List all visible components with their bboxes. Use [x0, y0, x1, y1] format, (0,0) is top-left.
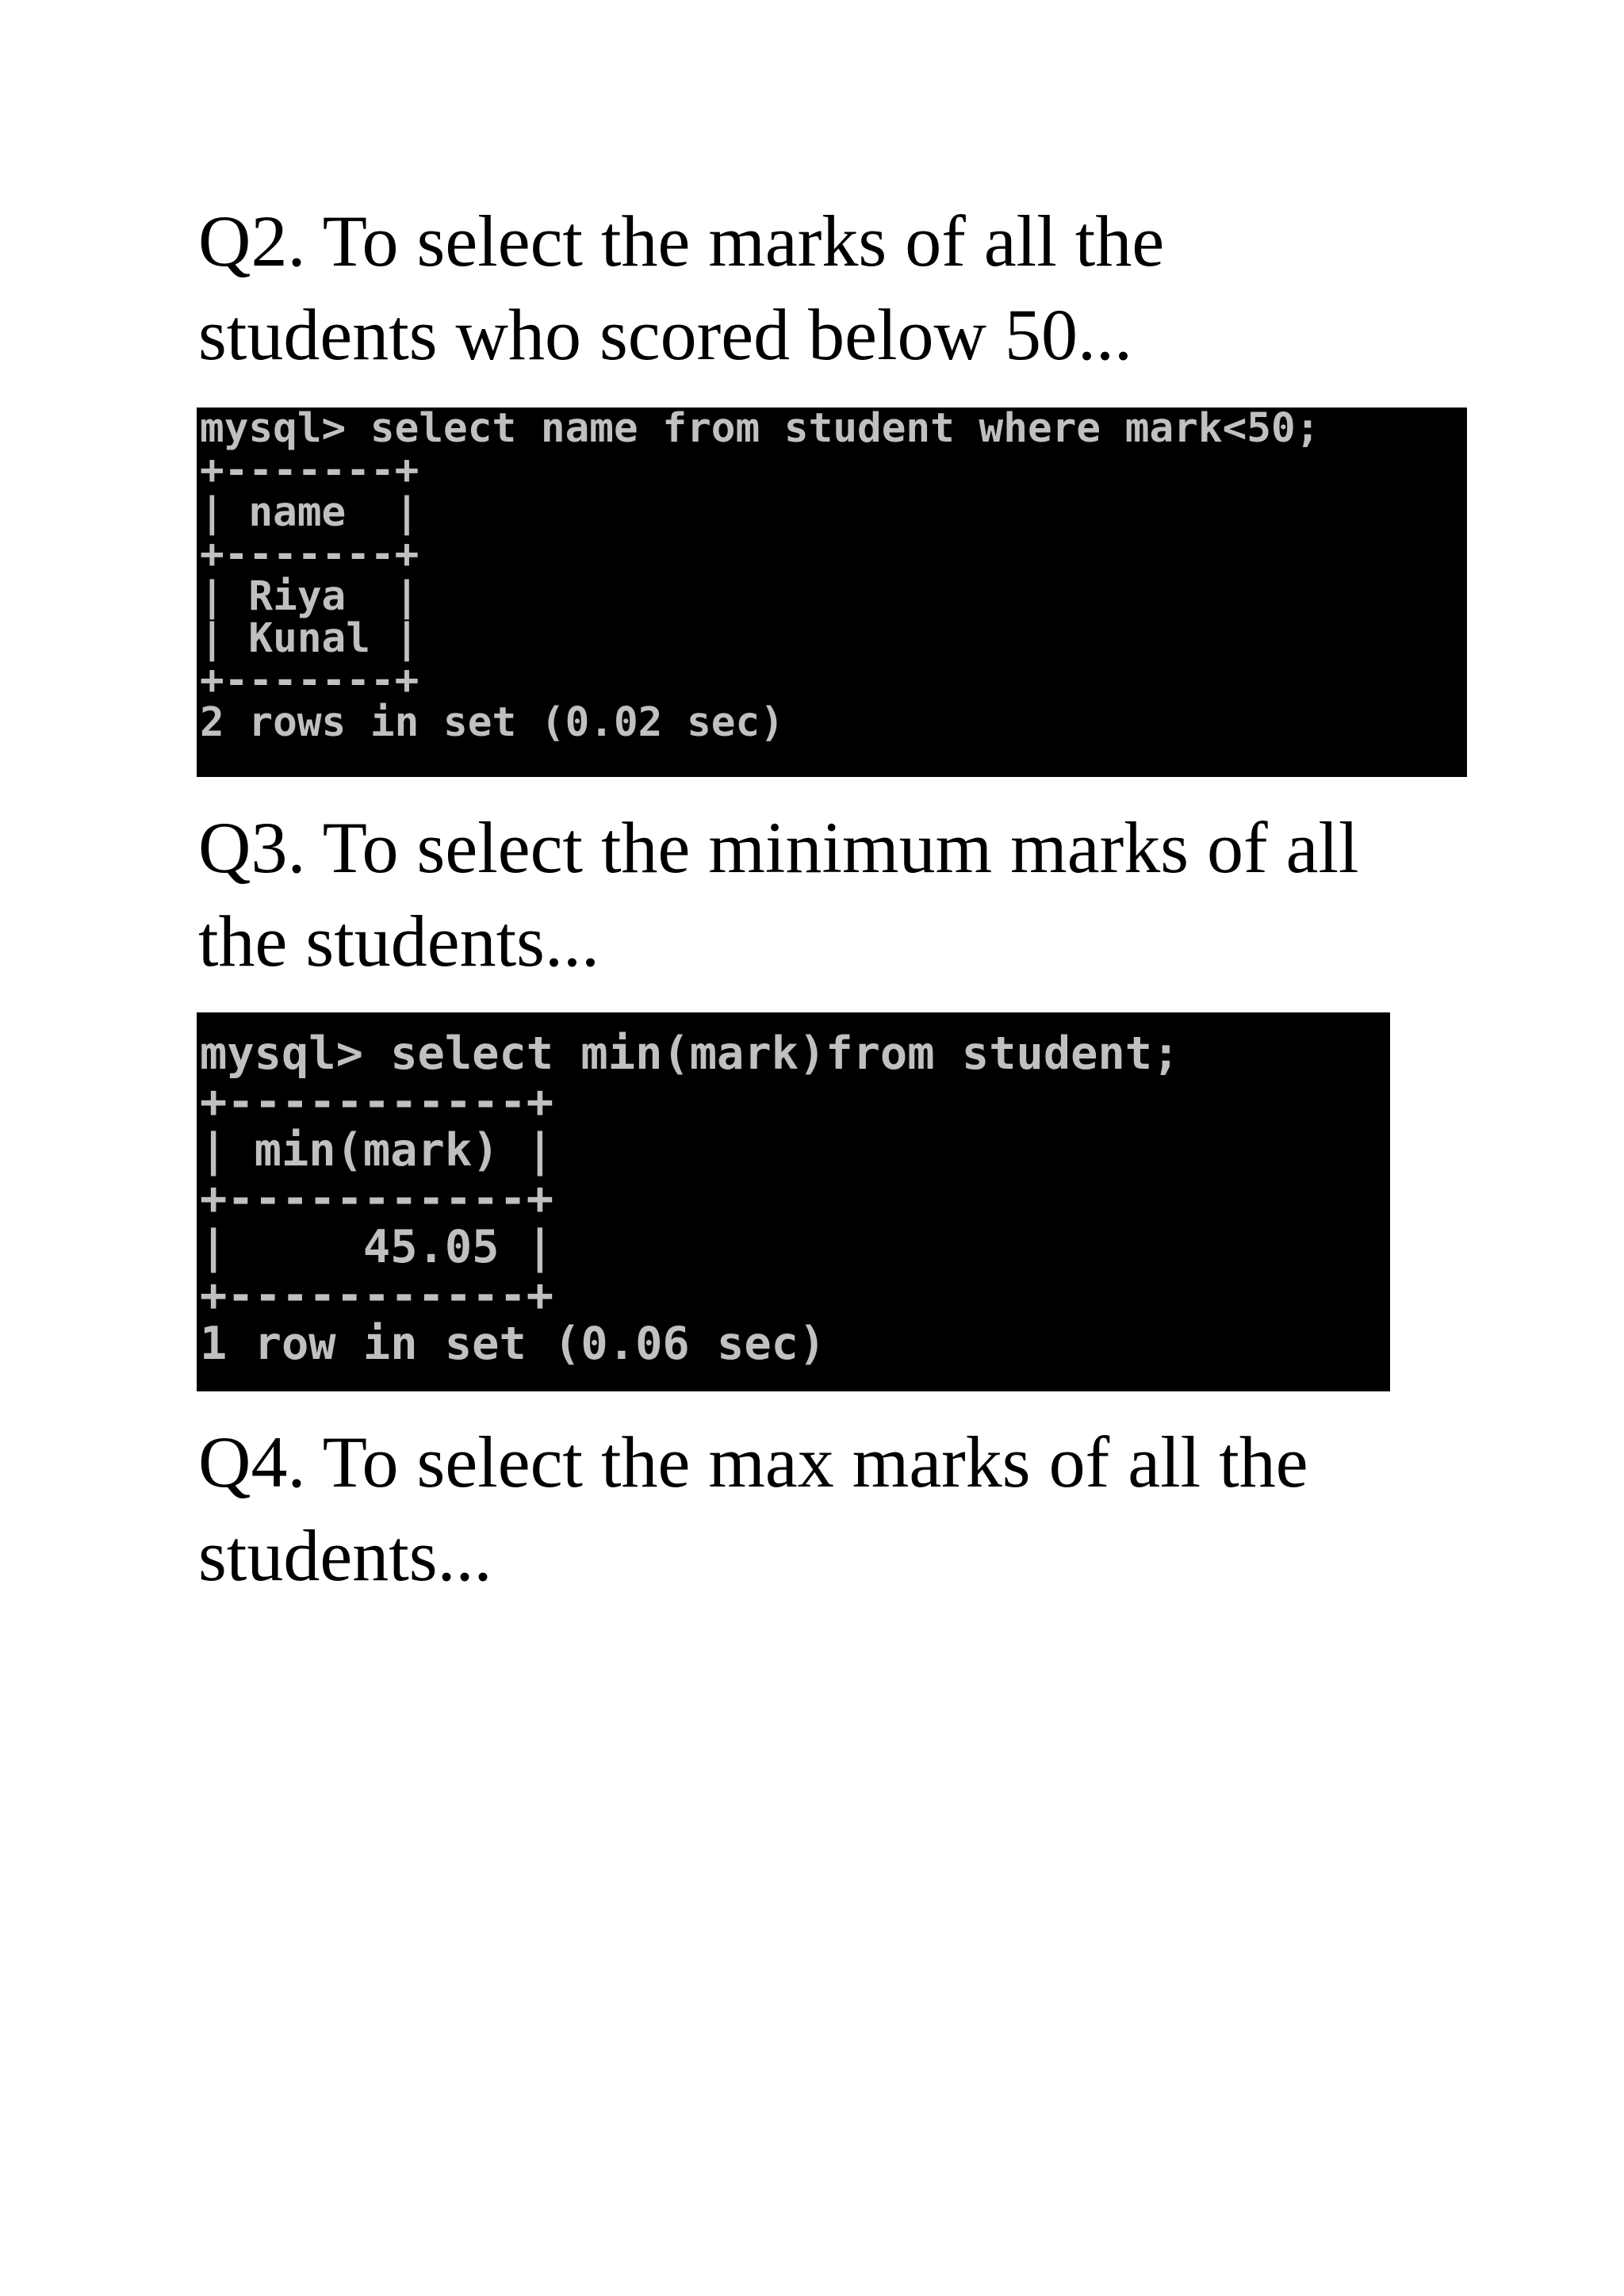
table-border-line: +-------+ — [200, 447, 419, 494]
table-border-line: +-------+ — [200, 531, 419, 578]
terminal-output — [197, 408, 1467, 744]
question-q2 — [198, 194, 1507, 381]
question-q3 — [198, 801, 1507, 988]
question-q2-line-2: students who scored below 50... — [198, 294, 1132, 375]
question-q3-line-1: Q3. To select the minimum marks of all — [198, 807, 1359, 888]
terminal-screenshot-q2 — [197, 408, 1467, 777]
result-summary-line: 1 row in set (0.06 sec) — [200, 1318, 826, 1370]
question-q4-line-2: students... — [198, 1515, 492, 1596]
table-row: | Riya | — [200, 573, 419, 620]
question-q2-line-1: Q2. To select the marks of all the — [198, 201, 1165, 281]
table-border-line: +-----------+ — [200, 1269, 554, 1322]
question-q4 — [198, 1415, 1507, 1602]
terminal-command-line: mysql> select min(mark)from student; — [200, 1027, 1180, 1080]
table-header-row: | name | — [200, 489, 419, 536]
table-row: | 45.05 | — [200, 1221, 554, 1273]
table-border-line: +-------+ — [200, 657, 419, 704]
terminal-screenshot-q3 — [197, 1012, 1390, 1391]
terminal-command-line: mysql> select name from student where mark<50; — [200, 408, 1320, 452]
table-border-line: +-----------+ — [200, 1076, 554, 1128]
result-summary-line: 2 rows in set (0.02 sec) — [200, 699, 784, 746]
terminal-output — [197, 1012, 1390, 1368]
table-border-line: +-----------+ — [200, 1173, 554, 1225]
question-q4-line-1: Q4. To select the max marks of all the — [198, 1422, 1308, 1502]
question-q3-line-2: the students... — [198, 901, 599, 982]
table-header-row: | min(mark) | — [200, 1124, 554, 1177]
table-row: | Kunal | — [200, 615, 419, 662]
